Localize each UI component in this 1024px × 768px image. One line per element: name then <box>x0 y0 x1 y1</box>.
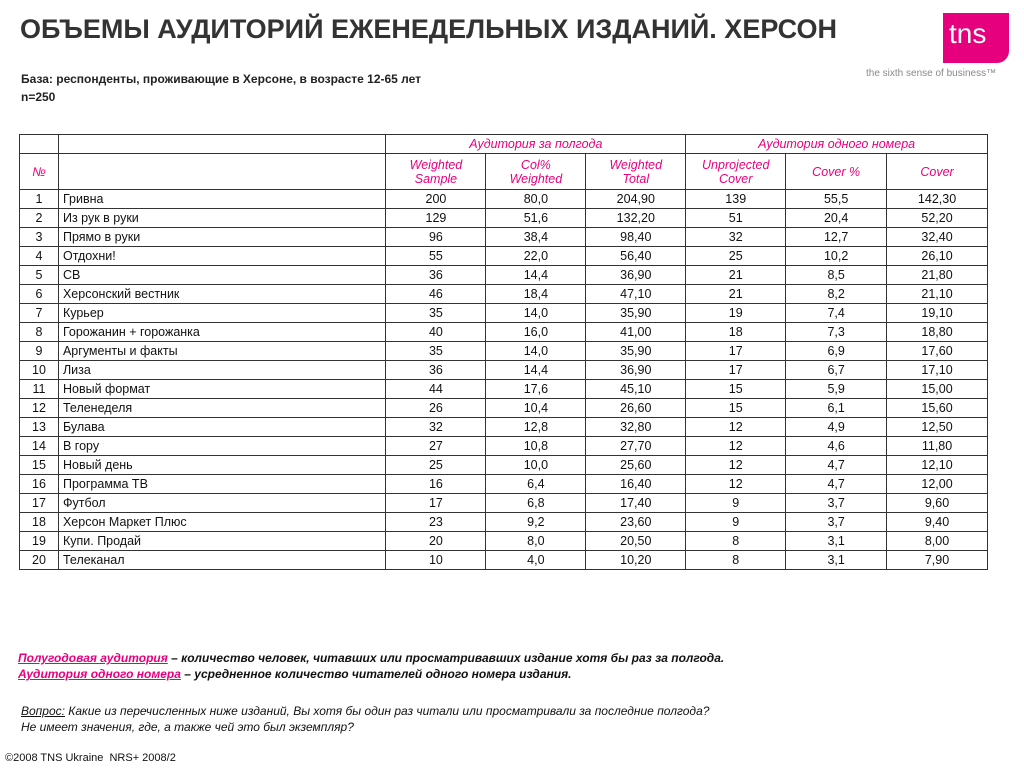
cell-num: 13 <box>20 418 59 437</box>
group-header-half-year: Аудитория за полгода <box>386 135 686 154</box>
cell-weighted-total: 10,20 <box>586 551 686 570</box>
table-row <box>20 399 988 418</box>
table-row <box>20 494 988 513</box>
cell-cover: 7,90 <box>887 551 988 570</box>
cell-unprojected-cover: 17 <box>686 361 786 380</box>
logo-tagline: the sixth sense of business™ <box>866 68 997 79</box>
cell-weighted-total: 17,40 <box>586 494 686 513</box>
cell-col-weighted: 6,8 <box>486 494 586 513</box>
cell-publication: Из рук в руки <box>58 209 386 228</box>
logo-text: tns <box>949 18 987 49</box>
cell-weighted-sample: 17 <box>386 494 486 513</box>
cell-num: 1 <box>20 190 59 209</box>
cell-num: 16 <box>20 475 59 494</box>
cell-unprojected-cover: 15 <box>686 399 786 418</box>
base-description: База: респонденты, проживающие в Херсоне, в возрасте 12-65 лет <box>21 72 422 86</box>
table-row <box>20 437 988 456</box>
sample-base <box>21 70 421 106</box>
table-row <box>20 380 988 399</box>
cell-unprojected-cover: 8 <box>686 532 786 551</box>
term-half-year: Полугодовая аудитория <box>18 651 168 665</box>
cell-cover: 15,60 <box>887 399 988 418</box>
cell-unprojected-cover: 139 <box>686 190 786 209</box>
cell-cover: 52,20 <box>887 209 988 228</box>
cell-num: 11 <box>20 380 59 399</box>
cell-publication: Курьер <box>58 304 386 323</box>
cell-weighted-total: 35,90 <box>586 304 686 323</box>
col-header-weighted-sample: Weighted Sample <box>386 154 486 190</box>
cell-col-weighted: 14,4 <box>486 266 586 285</box>
question-line2: Не имеет значения, где, а также чей это был экземпляр? <box>21 720 354 734</box>
cell-col-weighted: 22,0 <box>486 247 586 266</box>
cell-unprojected-cover: 17 <box>686 342 786 361</box>
cell-col-weighted: 38,4 <box>486 228 586 247</box>
definition-one-issue <box>18 666 724 682</box>
cell-weighted-total: 26,60 <box>586 399 686 418</box>
cell-weighted-sample: 35 <box>386 304 486 323</box>
cell-col-weighted: 51,6 <box>486 209 586 228</box>
table-row <box>20 418 988 437</box>
cell-num: 8 <box>20 323 59 342</box>
cell-cover-pct: 5,9 <box>786 380 887 399</box>
footer-copyright: ©2008 TNS Ukraine <box>5 752 104 764</box>
cell-weighted-sample: 10 <box>386 551 486 570</box>
col-header-cover-pct: Cover % <box>786 154 887 190</box>
cell-cover-pct: 4,7 <box>786 456 887 475</box>
survey-question <box>21 703 709 735</box>
cell-num: 20 <box>20 551 59 570</box>
cell-weighted-total: 41,00 <box>586 323 686 342</box>
table-row <box>20 342 988 361</box>
cell-cover-pct: 4,9 <box>786 418 887 437</box>
cell-col-weighted: 6,4 <box>486 475 586 494</box>
cell-unprojected-cover: 21 <box>686 266 786 285</box>
cell-publication: Новый формат <box>58 380 386 399</box>
cell-weighted-sample: 36 <box>386 361 486 380</box>
cell-cover: 21,10 <box>887 285 988 304</box>
definitions <box>18 650 724 682</box>
cell-cover-pct: 12,7 <box>786 228 887 247</box>
cell-cover-pct: 20,4 <box>786 209 887 228</box>
page-title: ОБЪЕМЫ АУДИТОРИЙ ЕЖЕНЕДЕЛЬНЫХ ИЗДАНИЙ. ХЕРСОН <box>20 14 837 44</box>
cell-weighted-total: 35,90 <box>586 342 686 361</box>
cell-cover: 15,00 <box>887 380 988 399</box>
cell-cover: 32,40 <box>887 228 988 247</box>
tns-logo <box>943 13 1009 63</box>
cell-col-weighted: 12,8 <box>486 418 586 437</box>
cell-weighted-sample: 26 <box>386 399 486 418</box>
table-row <box>20 456 988 475</box>
cell-weighted-sample: 25 <box>386 456 486 475</box>
cell-cover: 9,40 <box>887 513 988 532</box>
header-blank <box>20 135 59 154</box>
cell-num: 19 <box>20 532 59 551</box>
cell-weighted-total: 25,60 <box>586 456 686 475</box>
cell-unprojected-cover: 12 <box>686 418 786 437</box>
cell-weighted-total: 36,90 <box>586 361 686 380</box>
question-line1: Какие из перечисленных ниже изданий, Вы хотя бы один раз читали или просматривали за последние полгода? <box>64 704 710 718</box>
cell-weighted-total: 16,40 <box>586 475 686 494</box>
cell-num: 6 <box>20 285 59 304</box>
cell-num: 2 <box>20 209 59 228</box>
cell-weighted-total: 36,90 <box>586 266 686 285</box>
definition-text: – количество человек, читавших или просматривавших издание хотя бы раз за полгода. <box>167 651 725 665</box>
cell-publication: Булава <box>58 418 386 437</box>
footer <box>5 752 176 764</box>
cell-cover-pct: 10,2 <box>786 247 887 266</box>
cell-num: 14 <box>20 437 59 456</box>
cell-cover-pct: 55,5 <box>786 190 887 209</box>
cell-weighted-total: 56,40 <box>586 247 686 266</box>
cell-unprojected-cover: 9 <box>686 513 786 532</box>
cell-cover-pct: 6,1 <box>786 399 887 418</box>
cell-publication: Гривна <box>58 190 386 209</box>
cell-publication: Херсон Маркет Плюс <box>58 513 386 532</box>
cell-num: 18 <box>20 513 59 532</box>
cell-weighted-sample: 40 <box>386 323 486 342</box>
cell-cover: 12,10 <box>887 456 988 475</box>
table-row <box>20 247 988 266</box>
cell-unprojected-cover: 51 <box>686 209 786 228</box>
cell-cover: 11,80 <box>887 437 988 456</box>
cell-cover: 18,80 <box>887 323 988 342</box>
cell-col-weighted: 10,4 <box>486 399 586 418</box>
cell-num: 3 <box>20 228 59 247</box>
cell-weighted-sample: 23 <box>386 513 486 532</box>
cell-unprojected-cover: 21 <box>686 285 786 304</box>
definition-text: – усредненное количество читателей одного номера издания. <box>180 667 572 681</box>
cell-weighted-total: 27,70 <box>586 437 686 456</box>
base-sample-size: n=250 <box>21 90 56 104</box>
col-header-unprojected-cover: Unprojected Cover <box>686 154 786 190</box>
cell-num: 4 <box>20 247 59 266</box>
cell-cover: 17,10 <box>887 361 988 380</box>
cell-cover: 12,00 <box>887 475 988 494</box>
cell-weighted-sample: 55 <box>386 247 486 266</box>
cell-num: 7 <box>20 304 59 323</box>
cell-unprojected-cover: 25 <box>686 247 786 266</box>
cell-unprojected-cover: 9 <box>686 494 786 513</box>
cell-weighted-total: 47,10 <box>586 285 686 304</box>
cell-cover: 26,10 <box>887 247 988 266</box>
cell-publication: Прямо в руки <box>58 228 386 247</box>
cell-publication: Новый день <box>58 456 386 475</box>
cell-cover: 142,30 <box>887 190 988 209</box>
cell-publication: Купи. Продай <box>58 532 386 551</box>
cell-cover: 9,60 <box>887 494 988 513</box>
column-header-row <box>20 154 988 190</box>
cell-cover-pct: 6,9 <box>786 342 887 361</box>
cell-cover-pct: 3,1 <box>786 551 887 570</box>
cell-weighted-total: 23,60 <box>586 513 686 532</box>
cell-col-weighted: 10,0 <box>486 456 586 475</box>
cell-num: 10 <box>20 361 59 380</box>
cell-num: 9 <box>20 342 59 361</box>
cell-weighted-sample: 35 <box>386 342 486 361</box>
cell-weighted-sample: 36 <box>386 266 486 285</box>
table-row <box>20 209 988 228</box>
cell-weighted-sample: 16 <box>386 475 486 494</box>
table-row <box>20 304 988 323</box>
footer-wave: NRS+ 2008/2 <box>109 752 176 764</box>
question-label: Вопрос: <box>21 704 65 718</box>
cell-publication: Херсонский вестник <box>58 285 386 304</box>
cell-cover-pct: 8,5 <box>786 266 887 285</box>
cell-weighted-sample: 44 <box>386 380 486 399</box>
table-row <box>20 361 988 380</box>
table-row <box>20 475 988 494</box>
cell-weighted-sample: 32 <box>386 418 486 437</box>
cell-col-weighted: 17,6 <box>486 380 586 399</box>
cell-publication: СВ <box>58 266 386 285</box>
cell-publication: Аргументы и факты <box>58 342 386 361</box>
cell-weighted-total: 98,40 <box>586 228 686 247</box>
cell-num: 17 <box>20 494 59 513</box>
definition-half-year <box>18 650 724 666</box>
col-header-weighted-total: Weighted Total <box>586 154 686 190</box>
table-row <box>20 285 988 304</box>
cell-cover-pct: 3,7 <box>786 513 887 532</box>
cell-col-weighted: 8,0 <box>486 532 586 551</box>
cell-cover-pct: 4,6 <box>786 437 887 456</box>
cell-unprojected-cover: 12 <box>686 437 786 456</box>
table-row <box>20 266 988 285</box>
cell-publication: Футбол <box>58 494 386 513</box>
cell-cover: 19,10 <box>887 304 988 323</box>
cell-weighted-sample: 129 <box>386 209 486 228</box>
table-row <box>20 323 988 342</box>
col-header-num: № <box>20 154 59 190</box>
cell-weighted-total: 20,50 <box>586 532 686 551</box>
group-header-row <box>20 135 988 154</box>
table-row <box>20 513 988 532</box>
header-blank <box>58 154 386 190</box>
cell-unprojected-cover: 18 <box>686 323 786 342</box>
cell-publication: Отдохни! <box>58 247 386 266</box>
cell-unprojected-cover: 12 <box>686 456 786 475</box>
cell-unprojected-cover: 15 <box>686 380 786 399</box>
cell-cover: 12,50 <box>887 418 988 437</box>
cell-publication: Теленеделя <box>58 399 386 418</box>
cell-num: 15 <box>20 456 59 475</box>
cell-weighted-total: 204,90 <box>586 190 686 209</box>
cell-weighted-sample: 46 <box>386 285 486 304</box>
audience-table <box>19 134 988 570</box>
cell-num: 5 <box>20 266 59 285</box>
cell-col-weighted: 14,0 <box>486 342 586 361</box>
cell-publication: Телеканал <box>58 551 386 570</box>
cell-col-weighted: 18,4 <box>486 285 586 304</box>
cell-cover: 17,60 <box>887 342 988 361</box>
cell-publication: Программа ТВ <box>58 475 386 494</box>
cell-publication: В гору <box>58 437 386 456</box>
table-row <box>20 190 988 209</box>
cell-col-weighted: 14,4 <box>486 361 586 380</box>
col-header-col-weighted: Col% Weighted <box>486 154 586 190</box>
cell-cover: 21,80 <box>887 266 988 285</box>
table-row <box>20 551 988 570</box>
cell-col-weighted: 9,2 <box>486 513 586 532</box>
cell-weighted-total: 132,20 <box>586 209 686 228</box>
cell-publication: Горожанин + горожанка <box>58 323 386 342</box>
cell-cover: 8,00 <box>887 532 988 551</box>
term-one-issue: Аудитория одного номера <box>18 667 181 681</box>
cell-cover-pct: 8,2 <box>786 285 887 304</box>
cell-col-weighted: 10,8 <box>486 437 586 456</box>
cell-cover-pct: 7,3 <box>786 323 887 342</box>
cell-col-weighted: 16,0 <box>486 323 586 342</box>
cell-unprojected-cover: 32 <box>686 228 786 247</box>
cell-cover-pct: 6,7 <box>786 361 887 380</box>
cell-unprojected-cover: 12 <box>686 475 786 494</box>
cell-unprojected-cover: 8 <box>686 551 786 570</box>
cell-weighted-sample: 96 <box>386 228 486 247</box>
col-header-cover: Cover <box>887 154 988 190</box>
cell-unprojected-cover: 19 <box>686 304 786 323</box>
cell-weighted-total: 45,10 <box>586 380 686 399</box>
cell-col-weighted: 4,0 <box>486 551 586 570</box>
cell-num: 12 <box>20 399 59 418</box>
cell-cover-pct: 3,7 <box>786 494 887 513</box>
cell-weighted-sample: 27 <box>386 437 486 456</box>
cell-col-weighted: 80,0 <box>486 190 586 209</box>
cell-publication: Лиза <box>58 361 386 380</box>
cell-cover-pct: 4,7 <box>786 475 887 494</box>
table-row <box>20 532 988 551</box>
header-blank <box>58 135 386 154</box>
cell-cover-pct: 7,4 <box>786 304 887 323</box>
cell-weighted-total: 32,80 <box>586 418 686 437</box>
cell-weighted-sample: 20 <box>386 532 486 551</box>
cell-col-weighted: 14,0 <box>486 304 586 323</box>
cell-weighted-sample: 200 <box>386 190 486 209</box>
cell-cover-pct: 3,1 <box>786 532 887 551</box>
table-row <box>20 228 988 247</box>
group-header-one-issue: Аудитория одного номера <box>686 135 988 154</box>
